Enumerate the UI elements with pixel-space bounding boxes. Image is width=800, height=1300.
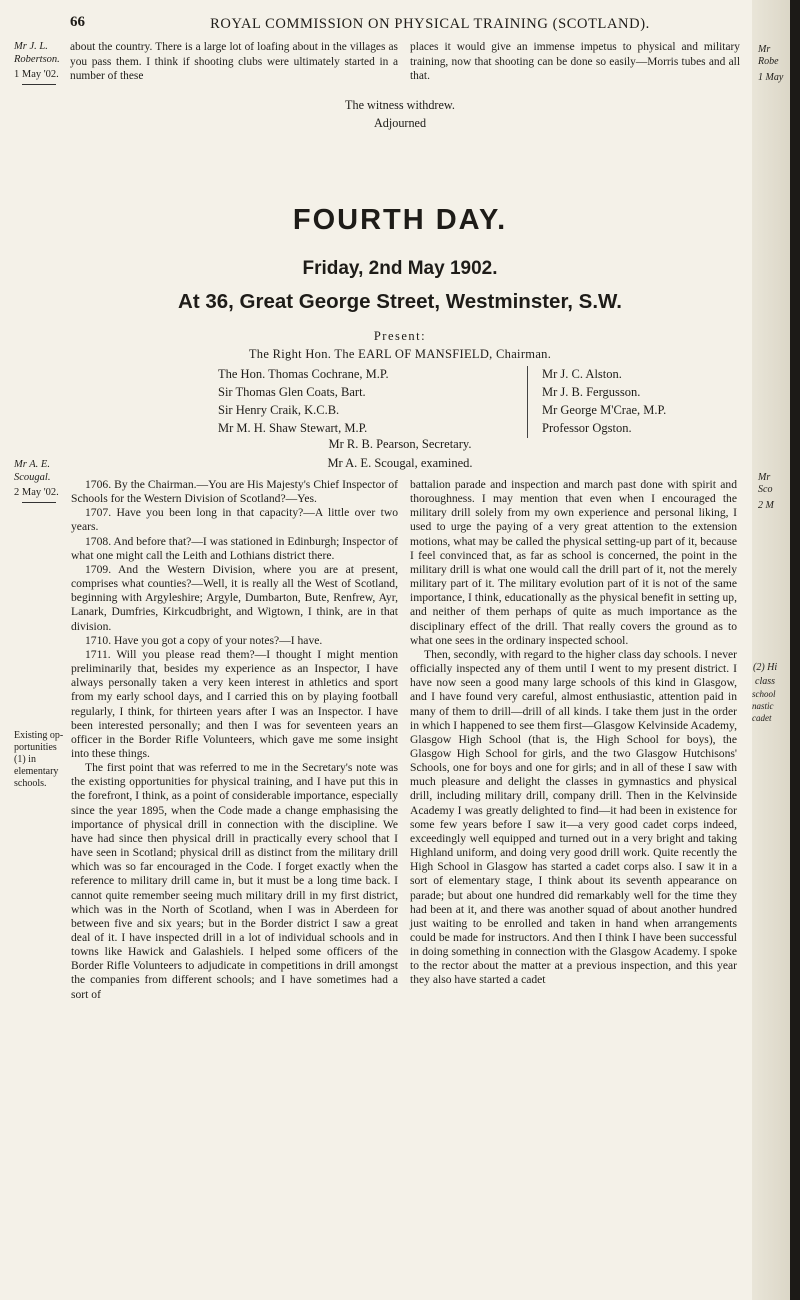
members-divider [527,366,528,438]
edge-fragment: Sco [758,484,773,495]
testimony-paragraph: 1710. Have you got a copy of your notes?—I have. [85,633,323,647]
testimony-paragraph: 1707. Have you been long in that capacity?—A little over two years. [71,506,398,534]
testimony-paragraph: 1711. Will you please read them?—I thought I might mention preliminarily that, besides my experience as an Inspector, I have always personally taken a very keen interest in athletics and sport from my early school days, and I carried this on by playing football regularly, I think, for thirteen years after I was an Inspector. I have been interested personally; and then I was for seventeen years an officer in the Border Rifle Volunteers, which gave me some insight into these things. [71,647,398,760]
book-gutter-shadow [790,0,800,1300]
member-name: Professor Ogston. [542,421,632,435]
edge-fragment: 2 M [758,500,774,511]
margin-rule-top [22,84,56,85]
testimony-paragraph: 1709. And the Western Division, where you are at present, comprises what counties?—Well, it is really all the West of Scotland, beginning with Argyleshire; Argyle, Dumbarton, Bute, Renfrew, Ayr, Lanark, Dumfries, Kirkcudbright, and Wigtown, I think, are in that division. [71,562,398,633]
margin-witness-top: Mr J. L. Robertson. [14,41,60,65]
intro-right-column [410,40,740,84]
margin-existing-opportunities: Existing op-portunities (1) in elementary schools. [14,730,64,789]
adjourned-text: Adjourned [373,116,427,130]
member-name: Sir Thomas Glen Coats, Bart. [218,385,366,399]
member-name: Mr George M'Crae, M.P. [542,403,667,417]
testimony-paragraph: 1708. And before that?—I was stationed in Edinburgh; Inspector of what one might call the Leith and Lothians district there. [71,534,398,562]
intro-left-column [70,40,398,84]
intro-left-text: about the country. There is a large lot of loafing about in the villages as you pass them. I think if shooting clubs were ultimately started in a number of these [70,41,398,82]
chairman-line: The Right Hon. The EARL OF MANSFIELD, Chairman. [248,347,552,361]
testimony-paragraph: 1706. By the Chairman.—You are His Majesty's Chief Inspector of Schools for the Western Division of Scotland?—Yes. [71,478,398,506]
member-name: Mr J. C. Alston. [542,367,622,381]
edge-fragment: Robe [758,56,779,67]
members-left-list [218,365,389,437]
edge-fragment: school [752,689,776,699]
present-label: Present: [373,329,427,343]
edge-fragment: Mr [758,472,771,483]
margin-rule [22,502,56,503]
member-name: Mr M. H. Shaw Stewart, M.P. [218,421,368,435]
edge-fragment: 1 May [758,72,784,83]
edge-fragment: nastic [752,701,774,711]
edge-fragment: class [755,676,775,687]
testimony-paragraph: Then, secondly, with regard to the higher class day schools. I never officially inspected any of them until I went to my present district. I have now seen a good many large schools of this kind in Glasgow, and I have found very careful, almost enthusiastic, attention paid in many of them to drill—drill of all kinds. I take them just in the order in which I happened to see them first—Glasgow Kelvinside Academy, Glasgow High School (that is, the High School for boys), the Glasgow High School for girls, and the two Glasgow Hutchisons' Schools, one for boys and one for girls; and in all of these I saw with much pleasure and delight the classes in gymnastics and physical drill, including military drill, company drill. Then in the Kelvinside Academy I was greatly delighted to find—it had been in existence for some few years before I saw it—a very good cadet corps indeed, exceedingly well equipped and turned out in a very bright and taking Highland uniform, and doing very good drill work. Quite recently the High School in Glasgow has started a cadet corps also. I saw it in a sort of elementary stage, I think about its seventh appearance on parade; but about one hundred did remarkably well for the time they had been at it, and there was another squad of about another hundred just waiting to be enrolled and taken in hand when arrangements could be made for instructors. And then I think I have been successful in doing something in connection with the Glasgow Academy. I spoke to the rector about the matter at a previous inspection, and this year they also have started a cadet [410,647,737,987]
day-heading: FOURTH DAY. [292,204,508,236]
member-name: Mr J. B. Fergusson. [542,385,641,399]
examined-line: Mr A. E. Scougal, examined. [327,456,473,470]
members-right-list [542,365,666,437]
witness-withdrew: The witness withdrew. [345,98,455,112]
margin-date: 2 May '02. [14,487,59,498]
testimony-left-column [71,478,398,1002]
secretary-line: Mr R. B. Pearson, Secretary. [328,437,472,451]
margin-date-top: 1 May '02. [14,69,59,80]
running-title: ROYAL COMMISSION ON PHYSICAL TRAINING (SCOTLAND). [210,16,650,32]
edge-fragment: cadet [752,713,772,723]
testimony-paragraph: battalion parade and inspection and march past done with spirit and thoroughness. I may mention that even when I encouraged the military drill solely from my own experience and personal liking, I used to urge the paying of a very great attention to the extension motions, what may be called the physical setting-up part of it, because I feel convinced that, as far as school is concerned, the point in the military drill is what one would call the drill part of it, not the merely military part of it. The military evolution part of it is not of the same importance, I think, educationally as the physical benefit in setting up, and neither of them perhaps of quite as much importance as the disciplinary effect of the drill. That really covers the ground as to what one sees in the ordinary inspected school. [410,478,737,647]
member-name: Sir Henry Craik, K.C.B. [218,403,340,417]
page-number: 66 [70,14,85,30]
testimony-right-column [410,478,737,988]
testimony-paragraph: The first point that was referred to me in the Secretary's note was the existing opportunities for physical training, and I have put this in the forefront, I think, as a point of considerable importance, especially since the year 1895, when the Code made a change emphasising the importance of physical drill in connection with the discipline. We have had since then physical drill in practically every school that I have seen in Scotland; physical drill as distinct from the military drill which was so far encouraged in the Code. I forget exactly when the reference to military drill came in, but it must be a long time back. I cannot quite remember seeing much military drill in my first district, which was in the North of Scotland, when I was in Aberdeen for between five and six years; but in the Border district I saw a great deal of it. I have inspected drill in a lot of individual schools and in towns like Hawick and Galashiels. I helped some officers of the Border Rifle Volunteers to adjudicate in competitions in drill amongst the companies from different schools; and I have sometimes had a sort of [71,761,398,1001]
margin-witness: Mr A. E. Scougal. [14,459,51,483]
place-heading: At 36, Great George Street, Westminster, S.W. [178,290,622,313]
edge-fragment: Mr [758,44,771,55]
intro-right-text: places it would give an immense impetus to physical and military training, now that shooting can be done so easily—Morris tubes and all that. [410,41,740,82]
date-heading: Friday, 2nd May 1902. [302,258,498,279]
member-name: The Hon. Thomas Cochrane, M.P. [218,367,389,381]
edge-fragment: (2) Hi [753,662,778,673]
